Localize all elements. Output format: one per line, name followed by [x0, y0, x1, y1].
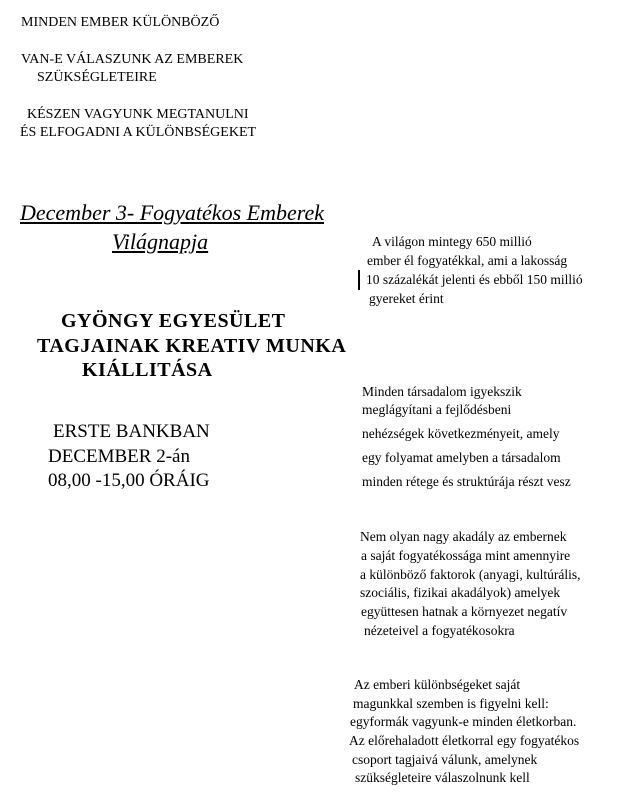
para1-line: 10 százalékát jelenti és ebből 150 millió	[366, 272, 583, 287]
para4-line: szükségleteire válaszolnunk kell	[355, 770, 530, 785]
para3-line: Nem olyan nagy akadály az embernek	[360, 529, 567, 544]
para3-line: a saját fogyatékossága mint amennyire	[361, 548, 571, 563]
para4-line: magunkkal szemben is figyelni kell:	[353, 696, 549, 711]
para4-line: egyformák vagyunk-e minden életkorban.	[350, 714, 577, 729]
header-line-1: MINDEN EMBER KÜLÖNBÖZŐ	[21, 15, 220, 30]
para3-line: nézeteivel a fogyatékosokra	[364, 623, 515, 638]
venue-line-3: 08,00 -15,00 ÓRÁIG	[48, 470, 210, 491]
para4-line: Az előrehaladott életkorral egy fogyatékos	[349, 733, 580, 748]
event-line-1: GYÖNGY EGYESÜLET	[61, 310, 286, 332]
header-line-4: KÉSZEN VAGYUNK MEGTANULNI	[27, 107, 249, 122]
para2-line: nehézségek következményeit, amely	[362, 426, 560, 441]
para1-line: ember él fogyatékkal, ami a lakosság	[367, 253, 568, 268]
header-line-2: VAN-E VÁLASZUNK AZ EMBEREK	[21, 52, 244, 67]
para1-line: gyereket érint	[369, 291, 444, 306]
para1-line: A világon mintegy 650 millió	[372, 234, 532, 249]
venue-line-1: ERSTE BANKBAN	[53, 421, 210, 442]
para3-line: a különböző faktorok (anyagi, kultúrális,	[360, 567, 581, 582]
event-line-2: TAGJAINAK KREATIV MUNKA	[37, 335, 347, 357]
para2-line: minden rétege és struktúrája részt vesz	[362, 474, 571, 489]
title-line-1: December 3- Fogyatékos Emberek	[20, 200, 324, 225]
title-line-2: Világnapja	[112, 229, 209, 254]
para4-line: Az emberi különbségeket saját	[354, 677, 521, 692]
para4-line: csoport tagjaivá válunk, amelynek	[352, 752, 538, 767]
para3-line: szociális, fizikai akadályok) amelyek	[360, 585, 561, 600]
para3-line: együttesen hatnak a környezet negatív	[361, 604, 568, 619]
header-line-3: SZÜKSÉGLETEIRE	[37, 70, 157, 85]
event-line-3: KIÁLLITÁSA	[82, 359, 213, 381]
para2-line: egy folyamat amelyben a társadalom	[362, 450, 561, 465]
venue-line-2: DECEMBER 2-án	[48, 446, 190, 467]
para2-line: Minden társadalom igyekszik	[362, 384, 522, 399]
para2-line: meglágyítani a fejlődésbeni	[362, 402, 512, 417]
header-line-5: ÉS ELFOGADNI A KÜLÖNBSÉGEKET	[20, 125, 257, 140]
text-cursor	[358, 270, 360, 290]
